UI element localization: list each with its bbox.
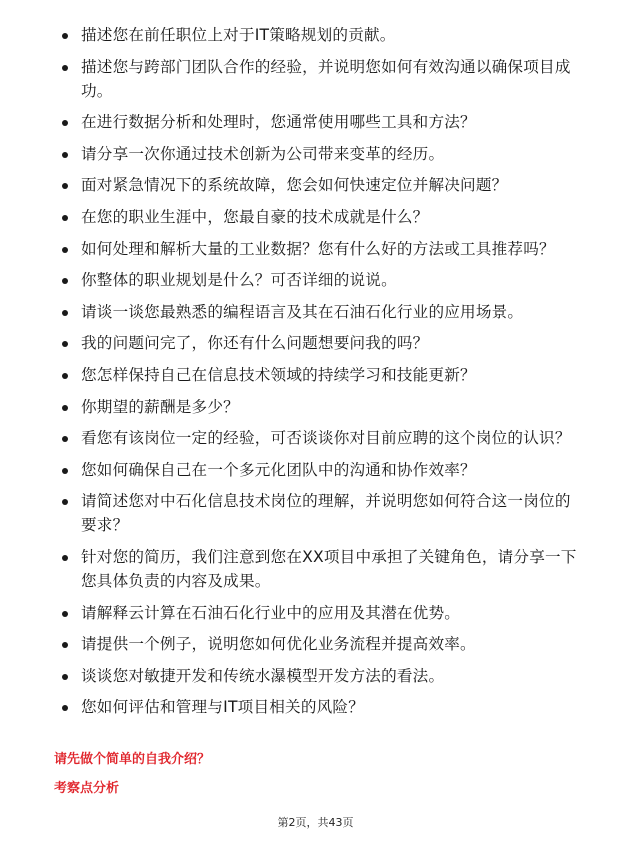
- list-item: [62, 300, 582, 324]
- bullet-icon: [62, 405, 68, 411]
- question-text: 看您有该岗位一定的经验，可否谈谈你对目前应聘的这个岗位的认识？: [81, 429, 571, 448]
- subsection-title: 考察点分析: [54, 781, 120, 796]
- question-text: 描述您与跨部门团队合作的经验，并说明您如何有效沟通以确保项目成功。: [81, 57, 571, 100]
- list-item: [62, 110, 582, 134]
- list-item: [62, 173, 582, 197]
- section-title: 请先做个简单的自我介绍？: [54, 752, 211, 767]
- bullet-icon: [62, 674, 68, 680]
- bullet-icon: [62, 436, 68, 442]
- bullet-icon: [62, 120, 68, 126]
- bullet-icon: [62, 65, 68, 71]
- question-text: 如何处理和解析大量的工业数据？您有什么好的方法或工具推荐吗？: [81, 239, 555, 258]
- question-text: 您怎样保持自己在信息技术领域的持续学习和技能更新？: [81, 365, 476, 384]
- question-text: 在您的职业生涯中，您最自豪的技术成就是什么？: [81, 207, 429, 226]
- question-text: 您如何确保自己在一个多元化团队中的沟通和协作效率？: [81, 460, 476, 479]
- bullet-icon: [62, 373, 68, 379]
- bullet-icon: [62, 183, 68, 189]
- question-text: 请分享一次你通过技术创新为公司带来变革的经历。: [81, 144, 445, 163]
- bullet-icon: [62, 468, 68, 474]
- bullet-icon: [62, 33, 68, 39]
- question-text: 我的问题问完了，你还有什么问题想要问我的吗？: [81, 334, 429, 353]
- list-item: [62, 363, 582, 387]
- page-footer: 第2页，共43页: [277, 816, 354, 829]
- list-item: [62, 237, 582, 261]
- list-item: [62, 205, 582, 229]
- bullet-icon: [62, 705, 68, 711]
- bullet-icon: [62, 555, 68, 561]
- list-item: [62, 664, 582, 688]
- question-text: 请解释云计算在石油石化行业中的应用及其潜在优势。: [81, 603, 461, 622]
- bullet-icon: [62, 310, 68, 316]
- list-item: [62, 632, 582, 656]
- question-text: 您如何评估和管理与IT项目相关的风险？: [81, 698, 365, 717]
- question-list: [62, 23, 582, 727]
- bullet-icon: [62, 215, 68, 221]
- bullet-icon: [62, 642, 68, 648]
- list-item: [62, 23, 582, 47]
- question-text: 谈谈您对敏捷开发和传统水瀑模型开发方法的看法。: [81, 666, 445, 685]
- bullet-icon: [62, 499, 68, 505]
- list-item: [62, 426, 582, 450]
- question-text: 面对紧急情况下的系统故障，您会如何快速定位并解决问题？: [81, 176, 508, 195]
- list-item: [62, 458, 582, 482]
- question-text: 你整体的职业规划是什么？可否详细的说说。: [81, 271, 397, 290]
- question-text: 针对您的简历，我们注意到您在XX项目中承担了关键角色，请分享一下您具体负责的内容及成果。: [81, 547, 577, 590]
- list-item: [62, 395, 582, 419]
- list-item: [62, 489, 582, 537]
- bullet-icon: [62, 278, 68, 284]
- question-text: 在进行数据分析和处理时，您通常使用哪些工具和方法？: [81, 113, 476, 132]
- list-item: [62, 55, 582, 103]
- question-text: 请提供一个例子，说明您如何优化业务流程并提高效率。: [81, 635, 476, 654]
- list-item: [62, 601, 582, 625]
- list-item: [62, 695, 582, 719]
- list-item: [62, 331, 582, 355]
- list-item: [62, 268, 582, 292]
- bullet-icon: [62, 247, 68, 253]
- question-text: 你期望的薪酬是多少？: [81, 397, 239, 416]
- bullet-icon: [62, 152, 68, 158]
- question-text: 请简述您对中石化信息技术岗位的理解，并说明您如何符合这一岗位的要求？: [81, 492, 571, 535]
- bullet-icon: [62, 611, 68, 617]
- list-item: [62, 545, 582, 593]
- question-text: 请谈一谈您最熟悉的编程语言及其在石油石化行业的应用场景。: [81, 302, 524, 321]
- bullet-icon: [62, 341, 68, 347]
- question-text: 描述您在前任职位上对于IT策略规划的贡献。: [81, 26, 396, 44]
- list-item: [62, 142, 582, 166]
